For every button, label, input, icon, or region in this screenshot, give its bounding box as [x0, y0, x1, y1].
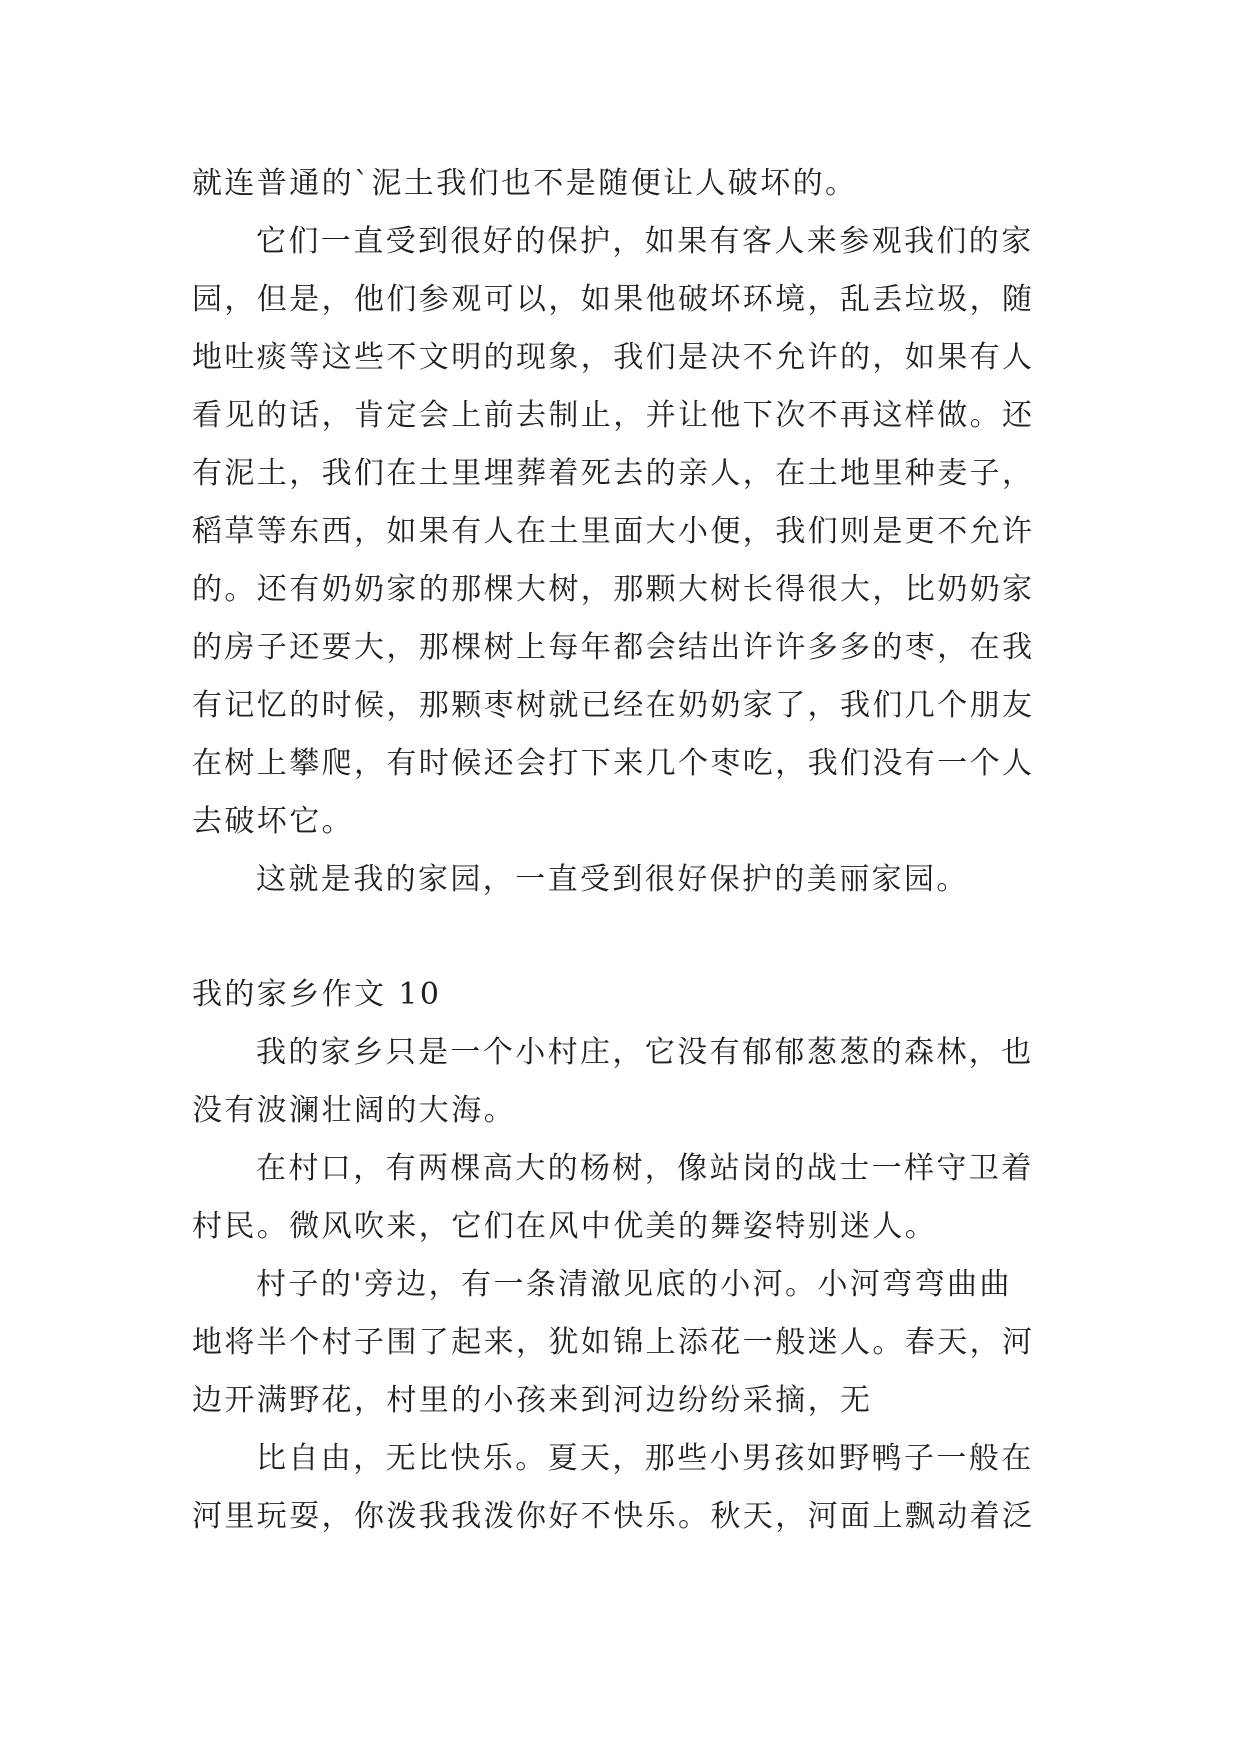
- text-line: 的房子还要大，那棵树上每年都会结出许许多多的枣，在我: [192, 630, 1035, 665]
- paragraph-5: [192, 1140, 1060, 1256]
- text-line: 园，但是，他们参观可以，如果他破坏环境，乱丢垃圾，随: [192, 282, 1035, 317]
- text-line: 去破坏它。: [192, 804, 354, 839]
- text-line: 稻草等东西，如果有人在土里面大小便，我们则是更不允许: [192, 514, 1035, 549]
- text-line: 地将半个村子围了起来，犹如锦上添花一般迷人。春天，河: [192, 1325, 1035, 1360]
- section-title-text: 我的家乡作文 10: [192, 977, 442, 1012]
- text-line: 村民。微风吹来，它们在风中优美的舞姿特别迷人。: [192, 1209, 938, 1244]
- text-line: 在村口，有两棵高大的杨树，像站岗的战士一样守卫着: [256, 1151, 1034, 1186]
- text-line: 在树上攀爬，有时候还会打下来几个枣吃，我们没有一个人: [192, 746, 1035, 781]
- text-line: 河里玩耍，你泼我我泼你好不快乐。秋天，河面上飘动着泛: [192, 1499, 1035, 1534]
- text-line: 它们一直受到很好的保护，如果有客人来参观我们的家: [256, 224, 1034, 259]
- text-line: 有记忆的时候，那颗枣树就已经在奶奶家了，我们几个朋友: [192, 688, 1035, 723]
- text-line: 有泥土，我们在土里埋葬着死去的亲人，在土地里种麦子，: [192, 456, 1035, 491]
- text-line: 这就是我的家园，一直受到很好保护的美丽家园。: [256, 862, 969, 897]
- paragraph-1: [192, 155, 1060, 213]
- text-line: 看见的话，肯定会上前去制止，并让他下次不再这样做。还: [192, 398, 1035, 433]
- paragraph-4: [192, 1024, 1060, 1140]
- text-line: 的。还有奶奶家的那棵大树，那颗大树长得很大，比奶奶家: [192, 572, 1035, 607]
- text-line: 没有波澜壮阔的大海。: [192, 1093, 516, 1128]
- text-line: 边开满野花，村里的小孩来到河边纷纷采摘，无: [192, 1383, 873, 1418]
- text-line: 地吐痰等这些不文明的现象，我们是决不允许的，如果有人: [192, 340, 1035, 375]
- text-line: 我的家乡只是一个小村庄，它没有郁郁葱葱的森林，也: [256, 1035, 1034, 1070]
- document-page: [192, 155, 1060, 1546]
- text-line: 比自由，无比快乐。夏天，那些小男孩如野鸭子一般在: [256, 1441, 1034, 1476]
- paragraph-3: [192, 851, 1060, 909]
- paragraph-7: [192, 1430, 1060, 1546]
- paragraph-2: [192, 213, 1060, 851]
- paragraph-6: [192, 1256, 1060, 1430]
- section-title: [192, 966, 1060, 1024]
- text-line: 村子的'旁边，有一条清澈见底的小河。小河弯弯曲曲: [256, 1267, 1012, 1302]
- text-line: 就连普通的`泥土我们也不是随便让人破坏的。: [192, 166, 858, 201]
